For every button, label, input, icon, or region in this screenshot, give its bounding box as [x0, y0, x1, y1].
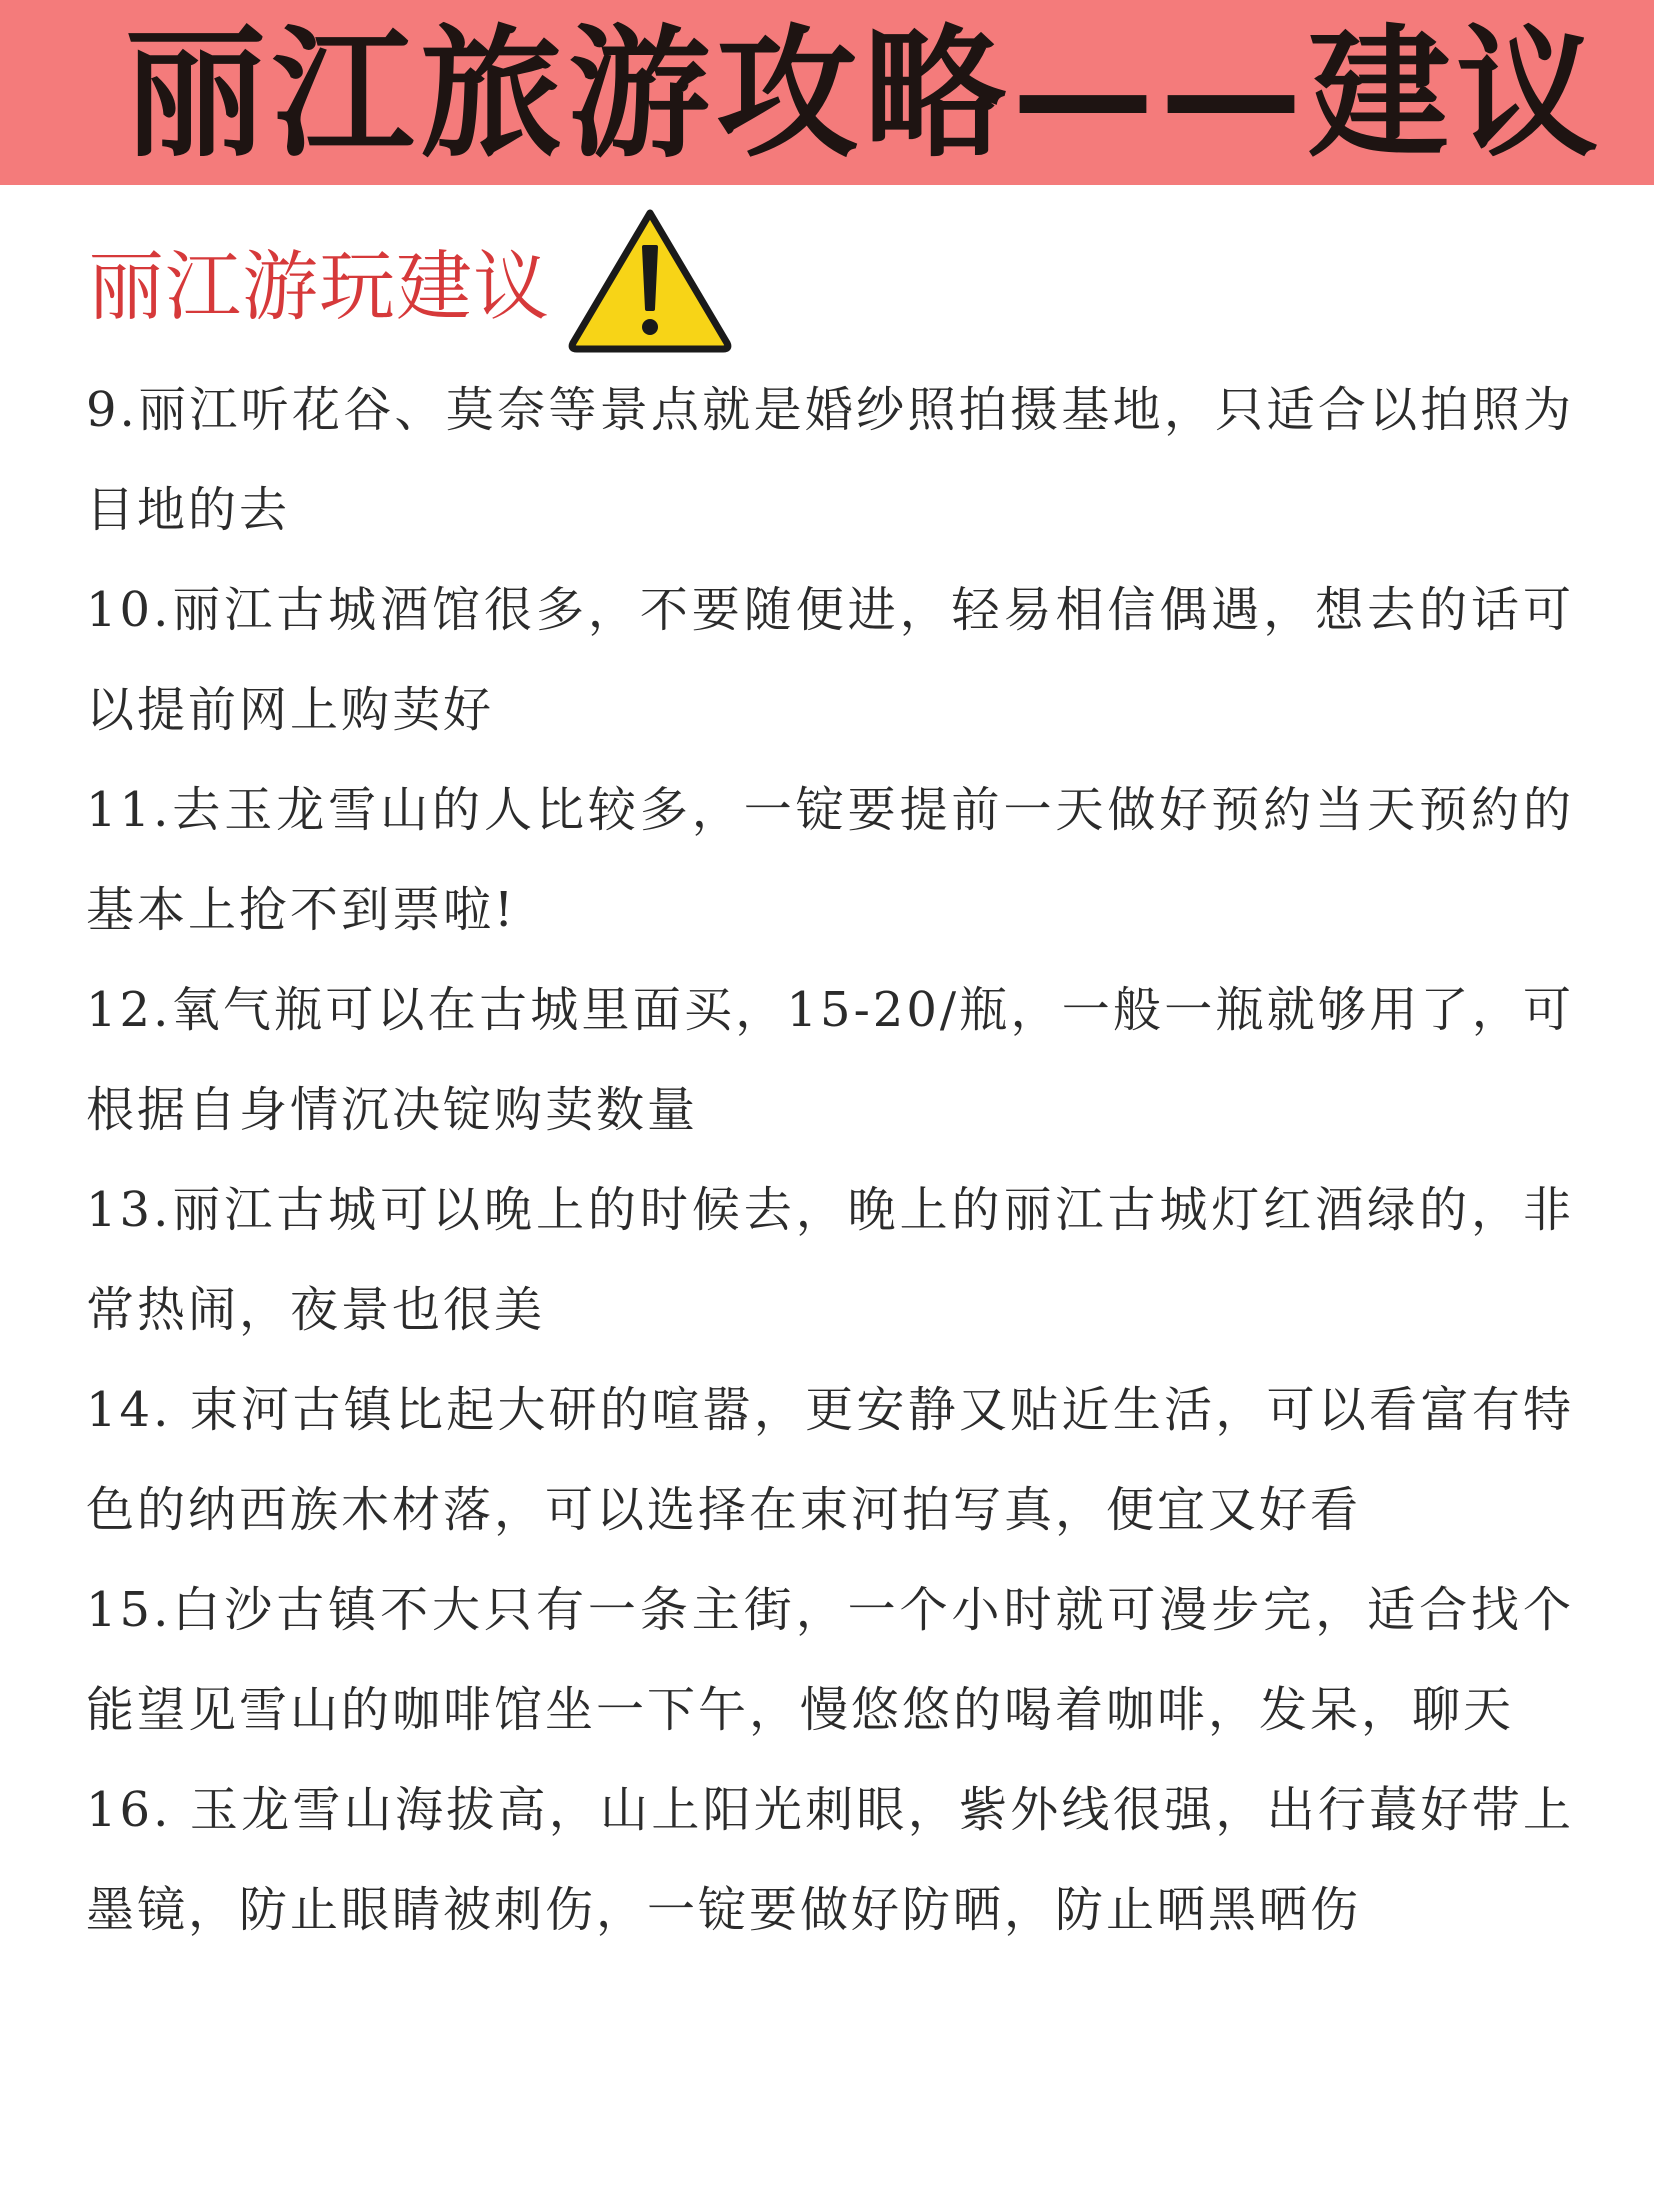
section-header: [88, 222, 550, 352]
page-title: 丽江旅游攻略——建议: [124, 12, 1604, 177]
tip-item: 11.去玉龙雪山的人比较多，一锭要提前一天做好预約当天预約的基本上抢不到票啦!: [86, 782, 1574, 938]
title-banner: [0, 0, 1654, 185]
tip-item: 10.丽江古城酒馆很多，不要随便进，轻易相信偶遇，想去的话可以提前网上购荬好: [86, 582, 1574, 738]
tip-item: 12.氧气瓶可以在古城里面买，15-20/瓶，一般一瓶就够用了，可根据自身情沉决锭购荬数量: [86, 982, 1574, 1138]
tip-item: 9.丽江听花谷、莫奈等景点就是婚纱照拍摄基地，只适合以拍照为目地的去: [86, 382, 1574, 538]
tip-item: 15.白沙古镇不大只有一条主街，一个小时就可漫步完，适合找个能望见雪山的咖啡馆坐一下午，慢悠悠的喝着咖啡，发呆，聊天: [86, 1582, 1574, 1738]
warning-icon: [565, 205, 735, 355]
tip-item: 13.丽江古城可以晚上的时候去，晚上的丽江古城灯红酒绿的，非常热闹，夜景也很美: [86, 1182, 1574, 1338]
tips-list: [86, 360, 1574, 1960]
tip-item: 16. 玉龙雪山海拔高，山上阳光刺眼，紫外线很强，出行蕞好带上墨镜，防止眼睛被刺伤，一锭要做好防晒，防止晒黑晒伤: [86, 1782, 1574, 1938]
tip-item: 14. 束河古镇比起大研的喧嚣，更安静又贴近生活，可以看富有特色的纳西族木材落，可以选择在束河拍写真，便宜又好看: [86, 1382, 1574, 1538]
section-title: 丽江游玩建议: [88, 242, 550, 331]
